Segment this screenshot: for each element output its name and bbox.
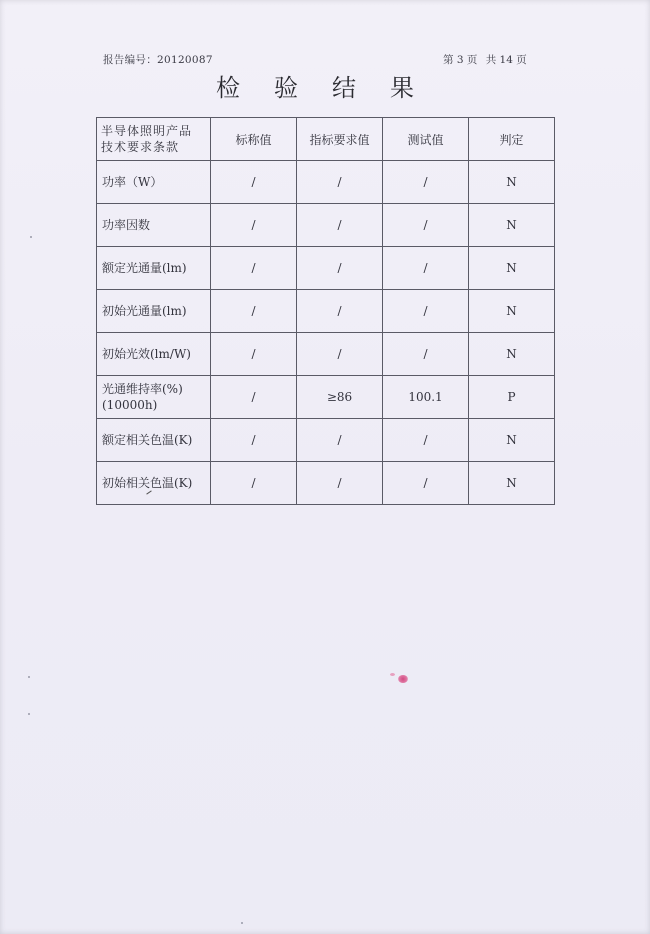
cell-item-text: 初始相关色温(K): [102, 476, 193, 490]
scan-dot: [28, 676, 30, 678]
cell-nominal: /: [211, 290, 297, 333]
cell-test: /: [383, 204, 469, 247]
ink-spot-small: [390, 673, 395, 676]
cell-nominal: /: [211, 204, 297, 247]
cell-nominal: /: [211, 376, 297, 419]
header-judgement: 判定: [469, 118, 555, 161]
cell-item-text: 功率因数: [102, 218, 151, 232]
total-pages: 共 14 页: [485, 54, 527, 66]
header-item-line1: 半导体照明产品: [101, 124, 193, 138]
cell-requirement: /: [297, 247, 383, 290]
cell-item: [97, 376, 211, 419]
cell-test: /: [383, 290, 469, 333]
cell-item: [97, 247, 211, 290]
ink-spot: [398, 675, 408, 683]
report-number-value: 20120087: [157, 54, 213, 66]
report-number-label: 报告编号：: [103, 54, 157, 66]
cell-test: /: [383, 333, 469, 376]
cell-nominal: /: [211, 419, 297, 462]
cell-item: [97, 290, 211, 333]
title-char: 果: [390, 74, 414, 102]
cell-requirement: /: [297, 419, 383, 462]
cell-judgement: N: [469, 462, 555, 505]
cell-judgement: N: [469, 290, 555, 333]
cell-item-text: 初始光通量(lm): [102, 304, 187, 318]
header-nominal: 标称值: [211, 118, 297, 161]
title-char: 结: [332, 74, 356, 102]
cell-item: [97, 419, 211, 462]
cell-test: /: [383, 247, 469, 290]
scan-dot: [241, 922, 243, 924]
cell-item-text: 功率（W）: [102, 175, 163, 189]
cell-item-text: 额定光通量(lm): [102, 261, 187, 275]
cell-item: [97, 204, 211, 247]
cell-nominal: /: [211, 333, 297, 376]
table-row: [97, 161, 555, 204]
cell-test: 100.1: [383, 376, 469, 419]
title-char: 检: [216, 74, 240, 102]
page-number: 第 3 页: [443, 54, 478, 66]
report-number: [103, 52, 213, 67]
header-item: [97, 118, 211, 161]
header-test: 测试值: [383, 118, 469, 161]
cell-item-text: 光通维持率(%): [102, 382, 183, 396]
header-requirement: 指标要求值: [297, 118, 383, 161]
header-item-line2: 技术要求条款: [101, 140, 180, 154]
cell-item-subtext: (10000h): [102, 398, 158, 412]
table-row: [97, 204, 555, 247]
table-row: [97, 247, 555, 290]
table-header-row: [97, 118, 555, 161]
cell-judgement: N: [469, 204, 555, 247]
cell-judgement: N: [469, 419, 555, 462]
table-row: [97, 462, 555, 505]
table-body: [97, 161, 555, 505]
cell-requirement: /: [297, 204, 383, 247]
cell-item-text: 初始光效(lm/W): [102, 347, 191, 361]
page-indicator: [443, 52, 532, 67]
scan-dot: [30, 236, 32, 238]
cell-judgement: N: [469, 333, 555, 376]
cell-judgement: P: [469, 376, 555, 419]
cell-item: [97, 161, 211, 204]
cell-judgement: N: [469, 247, 555, 290]
cell-nominal: /: [211, 161, 297, 204]
cell-requirement: /: [297, 161, 383, 204]
cell-nominal: /: [211, 247, 297, 290]
table-row: [97, 419, 555, 462]
results-table: [96, 117, 555, 505]
cell-item: [97, 462, 211, 505]
cell-test: /: [383, 419, 469, 462]
cell-judgement: N: [469, 161, 555, 204]
cell-requirement: /: [297, 290, 383, 333]
scan-dot: [28, 713, 30, 715]
table-row: [97, 290, 555, 333]
cell-nominal: /: [211, 462, 297, 505]
cell-requirement: /: [297, 333, 383, 376]
page-title: [216, 68, 414, 103]
cell-requirement: ≥86: [297, 376, 383, 419]
cell-test: /: [383, 462, 469, 505]
cell-item-text: 额定相关色温(K): [102, 433, 193, 447]
table-row: [97, 376, 555, 419]
cell-requirement: /: [297, 462, 383, 505]
cell-item: [97, 333, 211, 376]
cell-test: /: [383, 161, 469, 204]
title-char: 验: [274, 74, 298, 102]
table-row: [97, 333, 555, 376]
